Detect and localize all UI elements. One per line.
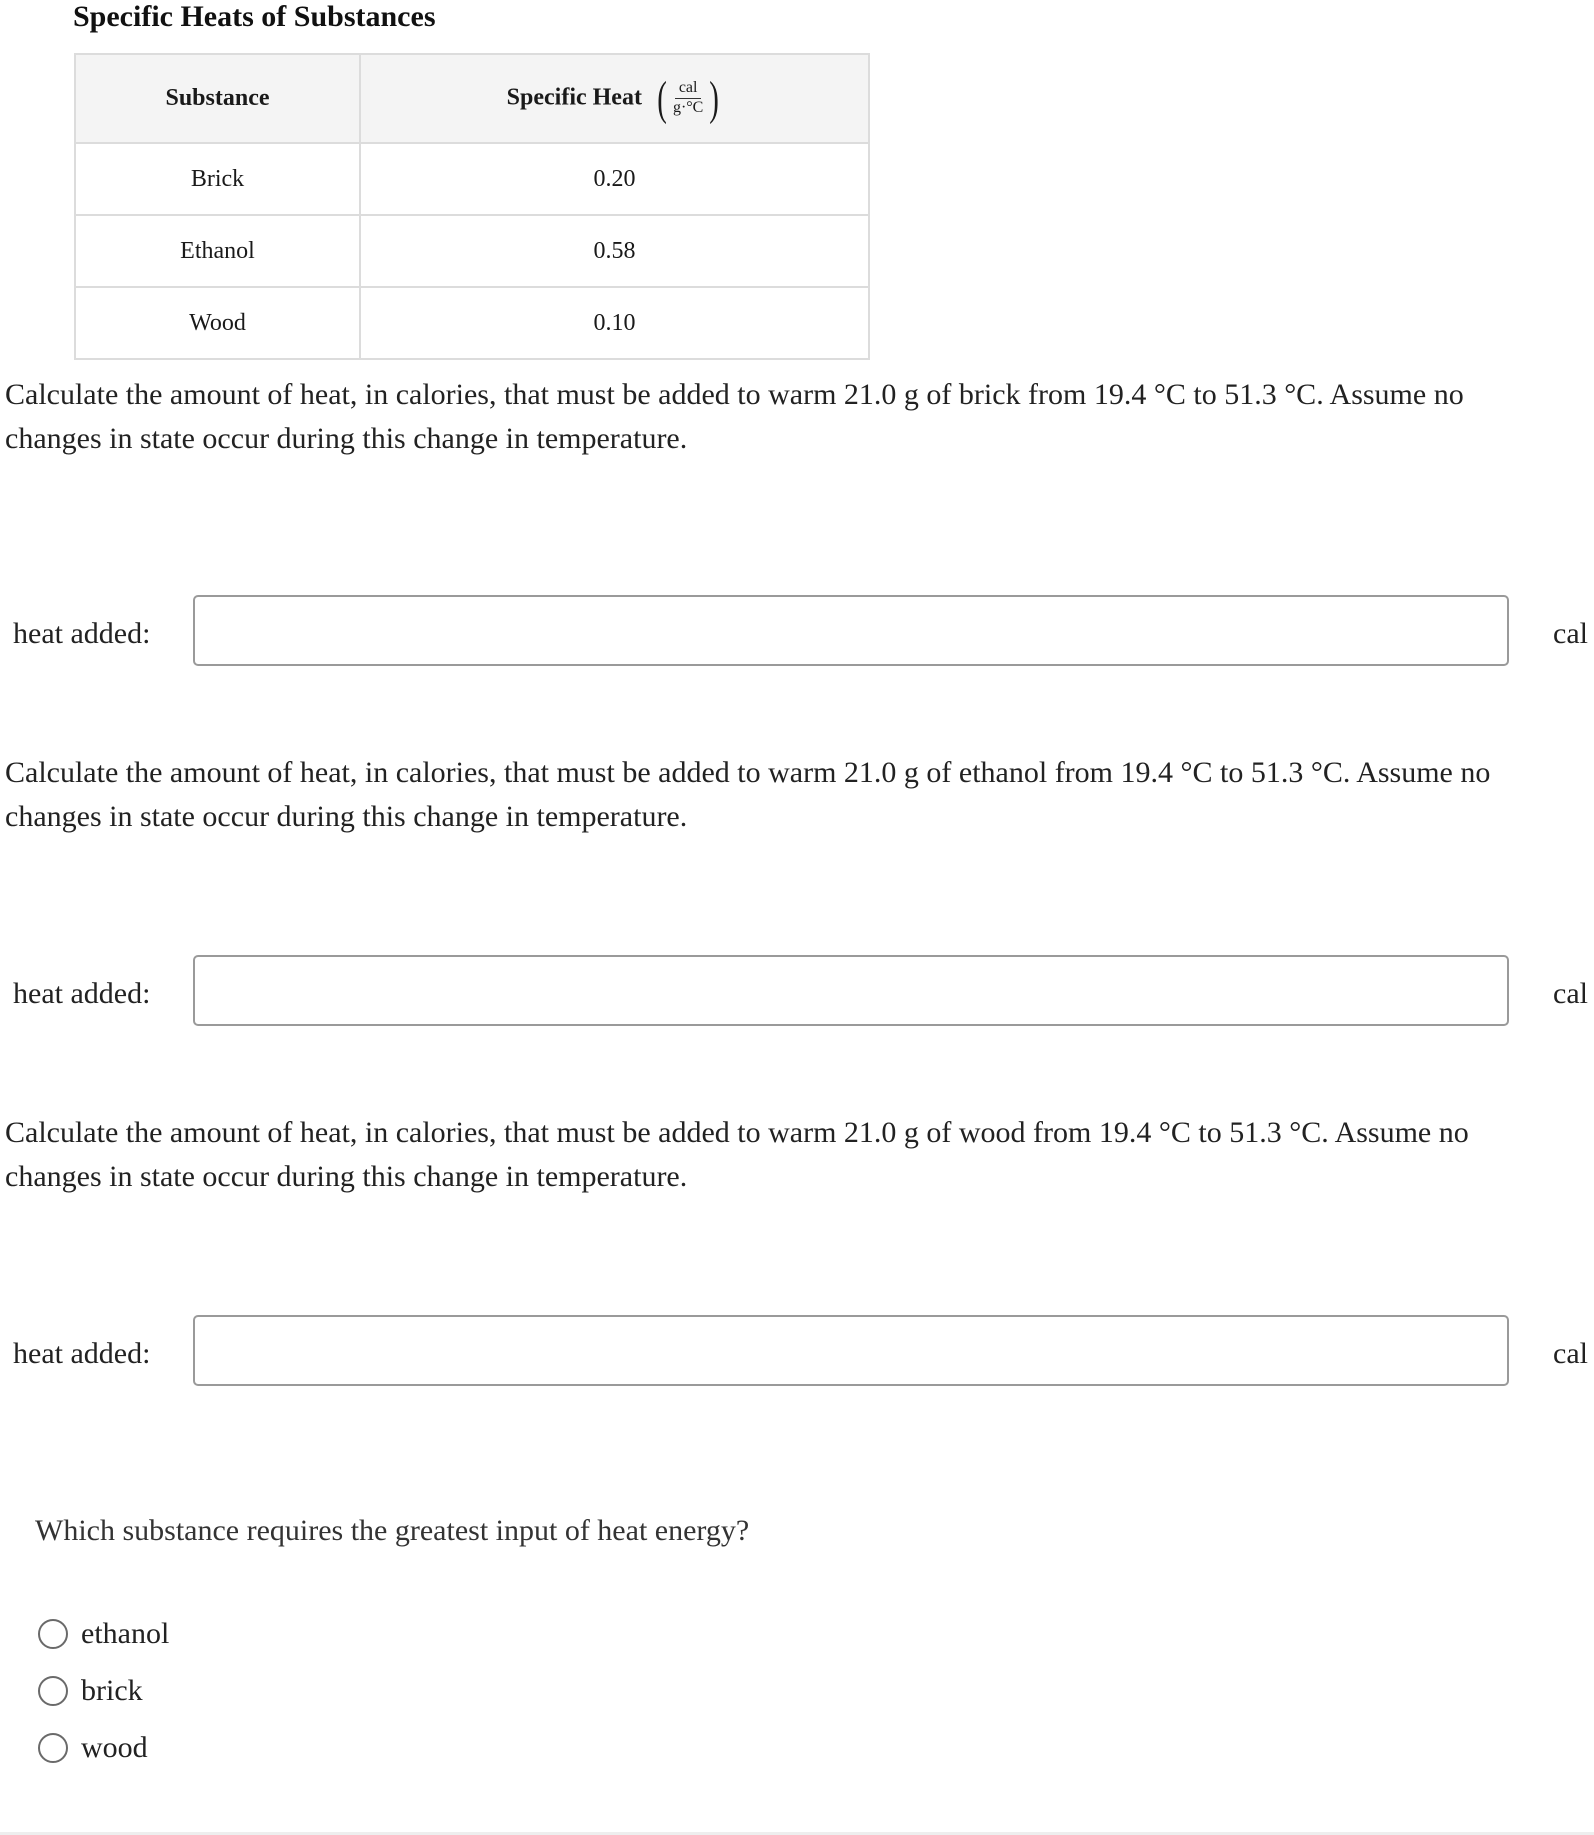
option-wood-label: wood [81, 1731, 148, 1764]
header-substance: Substance [75, 54, 360, 143]
specific-heat-table [74, 53, 870, 360]
cell-substance: Wood [75, 287, 360, 359]
heat-added-label-ethanol: heat added: [13, 977, 151, 1010]
unit-cal-brick: cal [1553, 617, 1588, 650]
radio-ethanol[interactable] [38, 1619, 68, 1649]
option-brick-label: brick [81, 1674, 143, 1707]
heat-added-label-wood: heat added: [13, 1337, 151, 1370]
radio-brick[interactable] [38, 1676, 68, 1706]
heat-added-input-ethanol[interactable] [193, 955, 1509, 1026]
table-title: Specific Heats of Substances [73, 0, 436, 33]
question-ethanol-text: Calculate the amount of heat, in calories, that must be added to warm 21.0 g of ethanol from 19.4 °C to 51.3 °C. Assume no changes in state occur during this change in temperature. [5, 756, 1491, 833]
table-row [75, 215, 869, 287]
question-brick-text: Calculate the amount of heat, in calories, that must be added to warm 21.0 g of brick from 19.4 °C to 51.3 °C. Assume no changes in state occur during this change in temperature. [5, 378, 1464, 455]
table-header-row [75, 54, 869, 143]
unit-cal-ethanol: cal [1553, 977, 1588, 1010]
unit-fraction [671, 80, 705, 117]
header-specific-heat-label: Specific Heat [506, 84, 642, 111]
heat-added-input-wood[interactable] [193, 1315, 1509, 1386]
option-ethanol-label: ethanol [81, 1617, 170, 1650]
specific-heat-unit [654, 71, 722, 125]
greatest-heat-question: Which substance requires the greatest input of heat energy? [35, 1514, 750, 1547]
radio-wood[interactable] [38, 1733, 68, 1763]
option-brick[interactable] [38, 1674, 143, 1708]
unit-cal-wood: cal [1553, 1337, 1588, 1370]
header-specific-heat [360, 54, 869, 143]
unit-paren-close: ) [709, 71, 720, 125]
question-wood-text: Calculate the amount of heat, in calories, that must be added to warm 21.0 g of wood from 19.4 °C to 51.3 °C. Assume no changes in state occur during this change in temperature. [5, 1116, 1469, 1193]
unit-numerator: cal [675, 80, 702, 99]
cell-specific-heat: 0.58 [360, 215, 869, 287]
option-ethanol[interactable] [38, 1617, 169, 1651]
table-row [75, 287, 869, 359]
table-row [75, 143, 869, 215]
cell-specific-heat: 0.10 [360, 287, 869, 359]
heat-added-input-brick[interactable] [193, 595, 1509, 666]
heat-added-label-brick: heat added: [13, 617, 151, 650]
option-wood[interactable] [38, 1731, 148, 1765]
unit-denominator: g·°C [672, 99, 704, 116]
unit-paren-open: ( [657, 71, 667, 125]
cell-substance: Ethanol [75, 215, 360, 287]
cell-substance: Brick [75, 143, 360, 215]
cell-specific-heat: 0.20 [360, 143, 869, 215]
